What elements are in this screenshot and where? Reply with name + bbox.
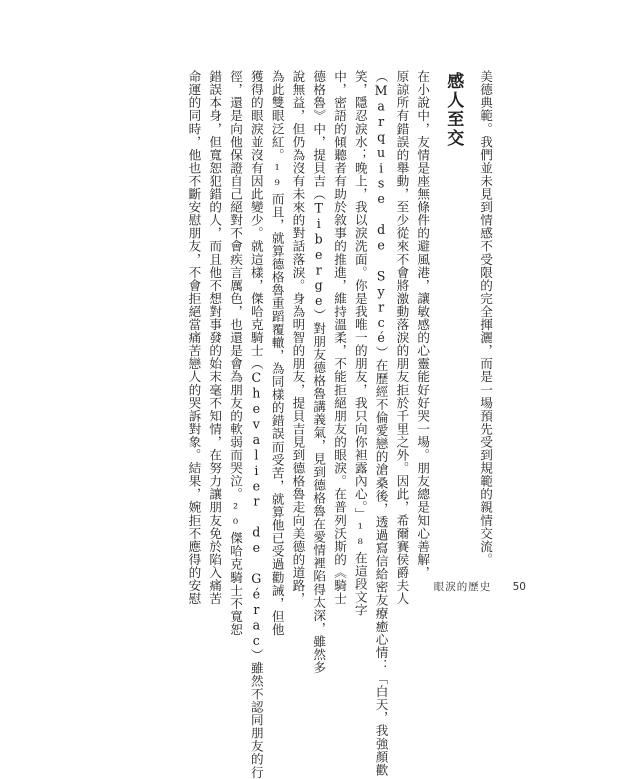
- text-line: 徑，還是向他保證自己絕對不會疾言厲色，也還是會為朋友的軟弱而哭泣。²⁰傑哈克騎士不寬恕: [228, 70, 244, 636]
- section-gap: [432, 70, 438, 590]
- text-line: 德格魯》中，提貝吉（Tiberge）對朋友德格魯講義氣，見到德格魯在愛情裡陷得太深，雖然多: [311, 70, 327, 675]
- text-line: 錯誤本身，但寬恕犯錯的人，而且他不想對事發的始末毫不知情，在努力讓朋友免於陷入痛苦: [207, 70, 223, 606]
- text-line: 美德典範。我們並未見到情感不受限的完全揮灑，而是一場預先受到規範的親情交流。: [478, 70, 493, 566]
- text-line: 在小說中，友情是座無條件的避風港，讓敏感的心靈能好好哭一場。朋友總是知心善解，: [415, 70, 431, 579]
- text-line: 為此雙眼泛紅。¹⁹而且，就算德格魯重蹈覆轍，為同樣的錯誤而受苦，就算他已受過勸誡，但他: [269, 70, 285, 636]
- text-line: 中，密語的傾聽者有助於敘事的推進，維持溫柔，不能拒絕朋友的眼淚。在普列沃斯的《騎士: [332, 70, 348, 606]
- text-line: 原諒所有錯誤的舉動，至少從來不會將激動落淚的朋友拒於千里之外。因此，希爾賽侯爵夫人: [394, 70, 410, 606]
- vertical-text-block: [158, 70, 495, 779]
- text-line: （Marquise de Syrcé）在歷經不倫愛戀的滄桑後，透過寫信給密友療癒心情：「白天，我強顏歡: [373, 70, 389, 777]
- section-heading: 感人至交: [443, 72, 464, 148]
- text-line: 笑，隱忍淚水；晚上，我以淚洗面。你是我唯一的朋友，我只向你袒露內心。」¹⁸在這段文字: [352, 70, 368, 617]
- text-line: 說無益，但仍為沒有未來的對話落淚。身為明智的朋友，提貝吉見到德格魯走向美德的道路，: [290, 70, 306, 606]
- text-line: 命運的同時，他也不斷安慰朋友，不會拒絕當痛苦戀人的哭訴對象。結果，婉拒不應得的安慰: [186, 70, 202, 606]
- page-footer: [434, 579, 526, 594]
- page-number: 50: [512, 581, 526, 593]
- running-title: 眼淚的歷史: [433, 581, 492, 593]
- text-line: 獲得的眼淚並沒有因此變少。就這樣，傑哈克騎士（Chevalier de Gérac）雖然不認同朋友的行: [248, 70, 264, 779]
